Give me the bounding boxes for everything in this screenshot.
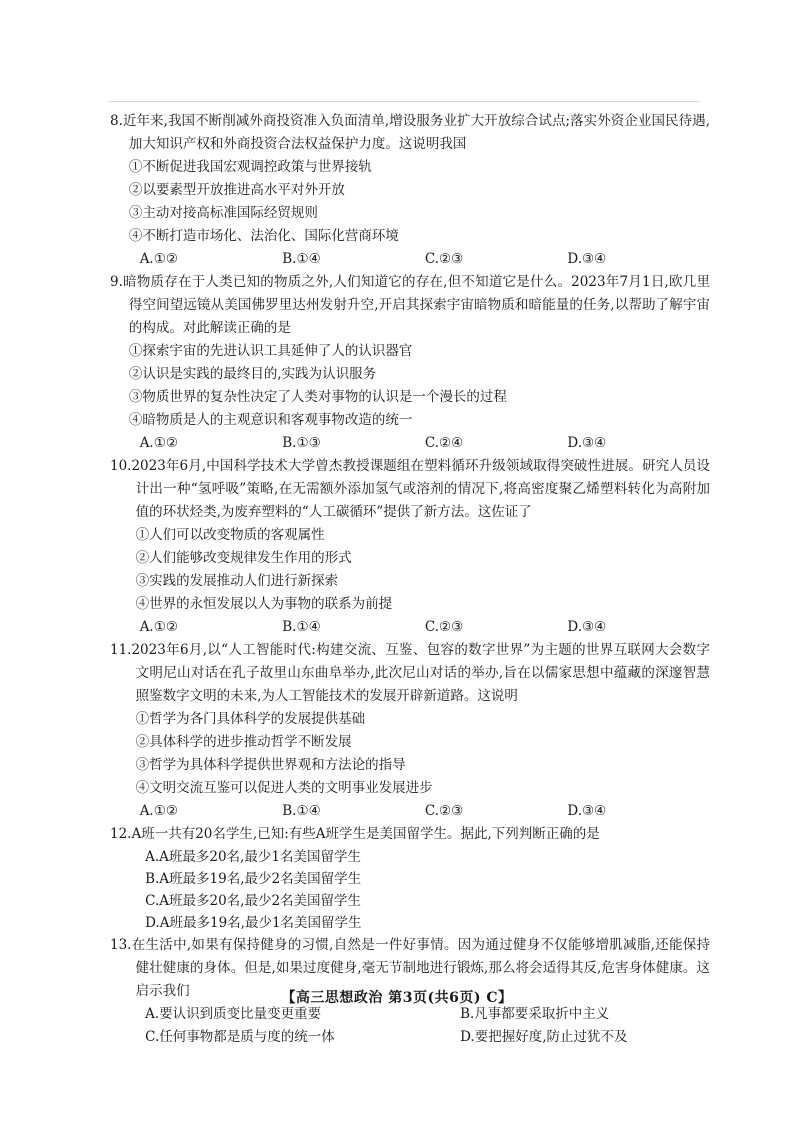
top-divider [108, 101, 700, 102]
statement: ④世界的永恒发展以人为事物的联系为前提 [135, 596, 393, 612]
statement: ①探索宇宙的先进认识工具延伸了人的认识器官 [128, 343, 413, 359]
option-b: B.①④ [282, 251, 321, 267]
option-b: B.凡事都要采取折中主义 [460, 1006, 610, 1022]
option-a: A.①② [139, 251, 178, 267]
statement: ②以要素型开放推进高水平对外开放 [128, 182, 345, 198]
question-11 [110, 639, 710, 823]
question-8 [110, 110, 710, 271]
option-c: C.②③ [424, 803, 464, 819]
statement: ③主动对接高标准国际经贸规则 [128, 205, 318, 221]
option-c: C.②④ [424, 435, 464, 451]
statement: ④不断打造市场化、法治化、国际化营商环境 [128, 228, 399, 244]
question-stem: 12.A班一共有20名学生,已知:有些A班学生是美国留学生。据此,下列判断正确的是 [110, 826, 600, 842]
page-footer: 【高三思想政治 第3页(共6页) C】 [281, 990, 513, 1006]
statement: ④暗物质是人的主观意识和客观事物改造的统一 [128, 412, 413, 428]
question-stem: 9.暗物质存在于人类已知的物质之外,人们知道它的存在,但不知道它是什么。2023年7月1日,欧几里得空间望远镜从美国佛罗里达州发射升空,开启其探索宇宙暗物质和暗能量的任务,以帮助了解宇宙的构成。对此解读正确的是 [110, 274, 710, 336]
answer-options [110, 800, 710, 823]
option-a: A.①② [139, 803, 178, 819]
option-a: A.A班最多20名,最少1名美国留学生 [145, 849, 361, 865]
question-stem: 8.近年来,我国不断削减外商投资准入负面清单,增设服务业扩大开放综合试点;落实外资企业国民待遇,加大知识产权和外商投资合法权益保护力度。这说明我国 [110, 113, 710, 152]
statement: ④文明交流互鉴可以促进人类的文明事业发展进步 [135, 780, 433, 796]
question-9 [110, 271, 710, 455]
statement: ②认识是实践的最终目的,实践为认识服务 [128, 366, 377, 382]
statement: ③哲学为具体科学提供世界观和方法论的指导 [135, 757, 406, 773]
question-stem: 10.2023年6月,中国科学技术大学曾杰教授课题组在塑料循环升级领域取得突破性进展。研究人员设计出一种“氢呼吸”策略,在无需额外添加氢气或溶剂的情况下,将高密度聚乙烯塑料转化为高附加值的环状烃类,为废弃塑料的“人工碳循环”提供了新方法。这佐证了 [110, 458, 710, 520]
option-a: A.①② [139, 619, 178, 635]
option-c: C.②③ [424, 251, 464, 267]
question-stem: 13.在生活中,如果有保持健身的习惯,自然是一件好事情。因为通过健身不仅能够增肌减脂,还能保持健壮健康的身体。但是,如果过度健身,毫无节制地进行锻炼,那么将会适得其反,危害身体健康。这启示我们 [110, 937, 710, 999]
statement: ①不断促进我国宏观调控政策与世界接轨 [128, 159, 372, 175]
answer-options [110, 432, 710, 455]
option-b: B.①④ [282, 803, 321, 819]
statement: ③物质世界的复杂性决定了人类对事物的认识是一个漫长的过程 [128, 389, 507, 405]
option-c: C.A班最多20名,最少2名美国留学生 [145, 893, 362, 909]
option-d: D.③④ [567, 435, 607, 451]
statement: ①人们可以改变物质的客观属性 [135, 527, 325, 543]
option-c: C.任何事物都是质与度的统一体 [145, 1029, 335, 1045]
option-d: D.③④ [567, 803, 607, 819]
option-d: D.要把握好度,防止过犹不及 [460, 1029, 628, 1045]
answer-options [110, 1003, 710, 1049]
question-10 [110, 455, 710, 639]
statement: ②具体科学的进步推动哲学不断发展 [135, 734, 352, 750]
option-d: D.A班最多19名,最少1名美国留学生 [145, 915, 362, 931]
option-b: B.①④ [282, 619, 321, 635]
question-12 [110, 823, 710, 934]
answer-options [110, 616, 710, 639]
answer-options [110, 248, 710, 271]
option-b: B.①③ [282, 435, 321, 451]
option-c: C.②③ [424, 619, 464, 635]
option-b: B.A班最多19名,最少2名美国留学生 [145, 871, 362, 887]
option-a: A.①② [139, 435, 178, 451]
statement: ①哲学为各门具体科学的发展提供基础 [135, 711, 366, 727]
option-a: A.要认识到质变比量变更重要 [145, 1006, 322, 1022]
option-d: D.③④ [567, 619, 607, 635]
statement: ③实践的发展推动人们进行新探索 [135, 573, 339, 589]
question-list [110, 110, 710, 1049]
option-d: D.③④ [567, 251, 607, 267]
statement: ②人们能够改变规律发生作用的形式 [135, 550, 352, 566]
question-stem: 11.2023年6月,以“人工智能时代:构建交流、互鉴、包容的数字世界”为主题的世界互联网大会数字文明尼山对话在孔子故里山东曲阜举办,此次尼山对话的举办,旨在以儒家思想中蕴藏的深邃智慧照鉴数字文明的未来,为人工智能技术的发展开辟新道路。这说明 [110, 642, 710, 704]
